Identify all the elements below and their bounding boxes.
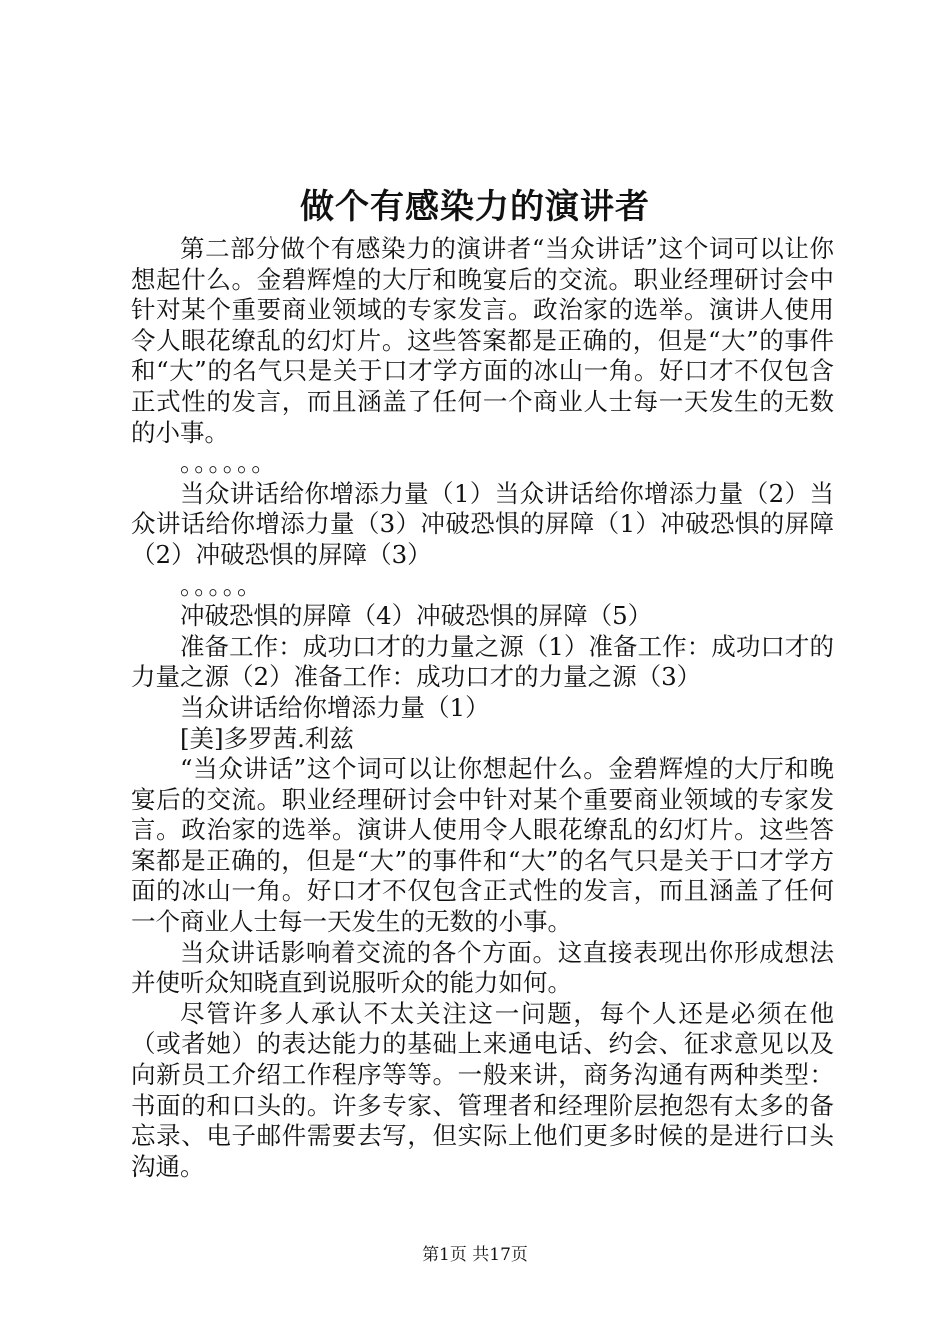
paragraph-contents-3: 准备工作：成功口才的力量之源（1）准备工作：成功口才的力量之源（2）准备工作：成功口才的力量之源（3） — [131, 631, 834, 692]
paragraph-body-1: “当众讲话”这个词可以让你想起什么。金碧辉煌的大厅和晚宴后的交流。职业经理研讨会中针对某个重要商业领域的专家发言。政治家的选举。演讲人使用令人眼花缭乱的幻灯片。这些答案都是正确的，但是“大”的事件和“大”的名气只是关于口才学方面的冰山一角。好口才不仅包含正式性的发言，而且涵盖了任何一个商业人士每一天发生的无数的小事。 — [131, 754, 834, 937]
paragraph-contents-2: 冲破恐惧的屏障（4）冲破恐惧的屏障（5） — [180, 601, 653, 631]
paragraph-body-2: 当众讲话影响着交流的各个方面。这直接表现出你形成想法并使听众知晓直到说服听众的能力如何。 — [131, 937, 834, 998]
page-number-footer: 第1页 共17页 — [422, 1245, 528, 1265]
paragraph-contents-1: 当众讲话给你增添力量（1）当众讲话给你增添力量（2）当众讲话给你增添力量（3）冲破恐惧的屏障（1）冲破恐惧的屏障（2）冲破恐惧的屏障（3） — [131, 478, 834, 569]
ellipsis-separator: 。。。。。 — [180, 570, 264, 600]
paragraph-body-3: 尽管许多人承认不太关注这一问题，每个人还是必须在他（或者她）的表达能力的基础上来通电话、约会、征求意见以及向新员工介绍工作程序等等。一般来讲，商务沟通有两种类型：书面的和口头的。许多专家、管理者和经理阶层抱怨有太多的备忘录、电子邮件需要去写，但实际上他们更多时候的是进行口头沟通。 — [131, 998, 834, 1181]
document-body — [131, 234, 834, 1182]
ellipsis-separator: 。。。。。。 — [180, 448, 278, 478]
document-title: 做个有感染力的演讲者 — [300, 187, 650, 227]
author-line: [美]多罗茜.利兹 — [180, 723, 354, 753]
paragraph-intro: 第二部分做个有感染力的演讲者“当众讲话”这个词可以让你想起什么。金碧辉煌的大厅和晚宴后的交流。职业经理研讨会中针对某个重要商业领域的专家发言。政治家的选举。演讲人使用令人眼花缭乱的幻灯片。这些答案都是正确的，但是“大”的事件和“大”的名气只是关于口才学方面的冰山一角。好口才不仅包含正式性的发言，而且涵盖了任何一个商业人士每一天发生的无数的小事。 — [131, 234, 834, 447]
section-heading: 当众讲话给你增添力量（1） — [180, 692, 490, 722]
